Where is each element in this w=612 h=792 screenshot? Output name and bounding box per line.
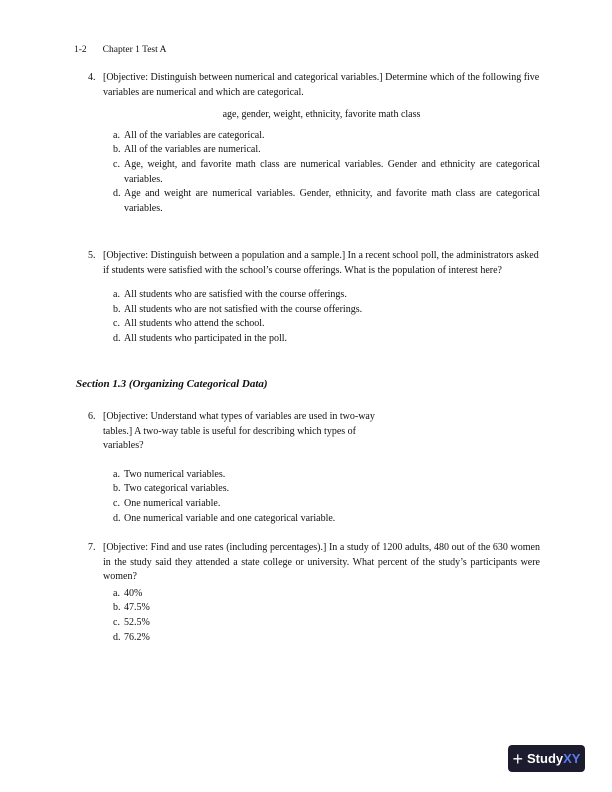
option-b: b. All students who are not satisfied with the course offerings. xyxy=(113,303,363,315)
question-stem: [Objective: Distinguish between numerical and categorical variables.] Determine which of the following five variables are numerical and which are categorical. xyxy=(103,72,540,98)
question-stem: [Objective: Find and use rates (including percentages).] In a study of 1200 adults, 480 out of the 630 women in the study said they attended a state college or university. What percent of the study’s participants were women? xyxy=(103,542,540,583)
option-d: d. Age and weight are numerical variables. Gender, ethnicity, and favorite math class are categorical variables. xyxy=(113,188,540,214)
question-5 xyxy=(88,249,540,347)
option-a: a. Two numerical variables. xyxy=(113,468,226,480)
question-4 xyxy=(88,71,540,216)
logo-xy-text: XY xyxy=(563,751,581,766)
logo-study-text: Study xyxy=(527,751,564,766)
option-c: c. 52.5% xyxy=(113,616,150,628)
option-a: a. 40% xyxy=(113,587,143,599)
option-a: a. All of the variables are categorical. xyxy=(113,129,265,141)
studyxy-logo-badge[interactable] xyxy=(508,745,585,772)
question-number: 6. xyxy=(88,411,96,422)
page-header xyxy=(74,45,166,55)
question-number: 7. xyxy=(88,542,96,553)
option-c: c. All students who attend the school. xyxy=(113,318,265,330)
chapter-title: Chapter 1 Test A xyxy=(102,45,167,55)
variable-list: age, gender, weight, ethnicity, favorite math class xyxy=(222,109,421,121)
question-stem: [Objective: Distinguish between a population and a sample.] In a recent school poll, the administrators asked if students were satisfied with the school’s course offerings. What is the population of interest here? xyxy=(103,250,539,276)
plus-icon: + xyxy=(512,748,524,769)
option-c: c. One numerical variable. xyxy=(113,497,221,509)
question-number: 5. xyxy=(88,250,96,261)
section-heading: Section 1.3 (Organizing Categorical Data) xyxy=(76,378,268,390)
option-d: d. 76.2% xyxy=(113,631,150,643)
option-d: d. One numerical variable and one categorical variable. xyxy=(113,512,336,524)
option-b: b. All of the variables are numerical. xyxy=(113,144,261,156)
option-b: b. 47.5% xyxy=(113,602,150,614)
question-number: 4. xyxy=(88,72,96,83)
question-stem: [Objective: Understand what types of variables are used in two-way tables.] A two-way table is useful for describing which types of variables? xyxy=(103,411,375,452)
question-7 xyxy=(88,541,540,645)
option-b: b. Two categorical variables. xyxy=(113,483,230,495)
page-number: 1-2 xyxy=(74,45,87,55)
question-6 xyxy=(88,410,540,526)
option-a: a. All students who are satisfied with the course offerings. xyxy=(113,289,347,301)
option-d: d. All students who participated in the poll. xyxy=(113,332,288,344)
option-c: c. Age, weight, and favorite math class are numerical variables. Gender and ethnicity are categorical variables. xyxy=(113,158,540,185)
